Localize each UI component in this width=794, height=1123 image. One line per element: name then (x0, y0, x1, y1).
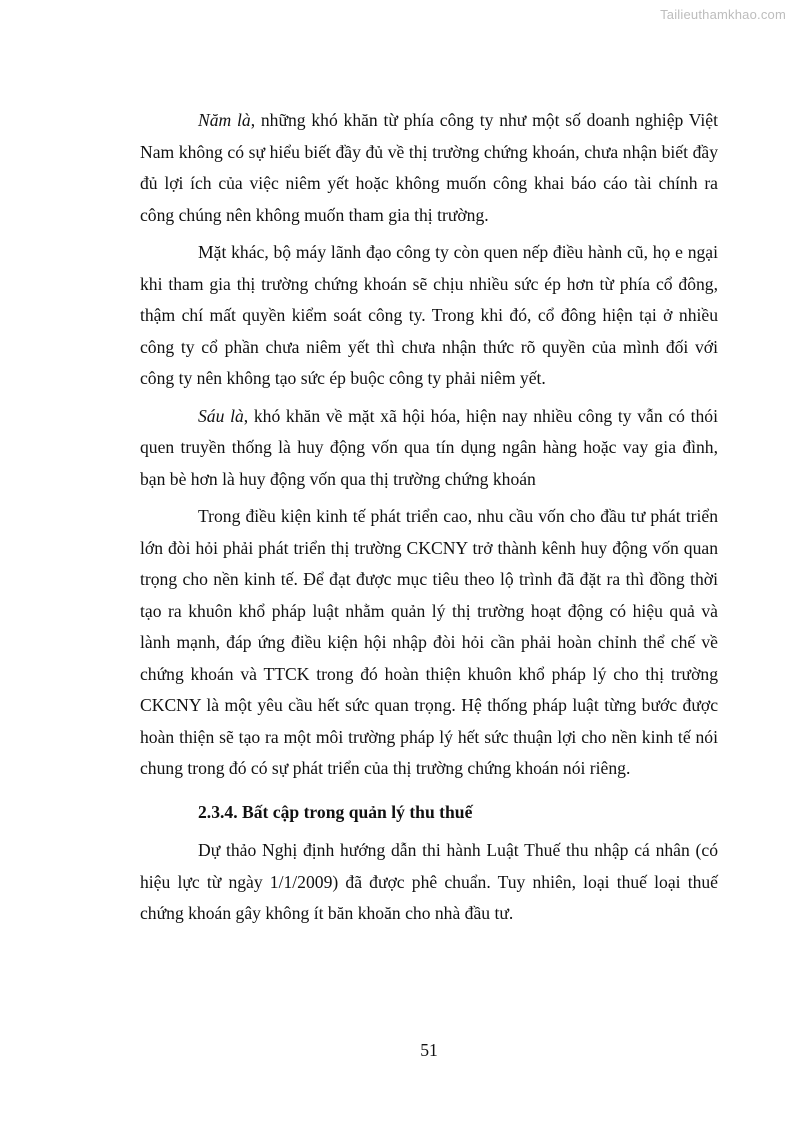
paragraph-text: , những khó khăn từ phía công ty như một số doanh nghiệp Việt Nam không có sự hiểu biết đầy đủ về thị trường chứng khoán, chưa nhận biết đầy đủ lợi ích của việc niêm yết hoặc không muốn công khai báo cáo tài chính ra công chúng nên không muốn tham gia thị trường. (140, 110, 718, 225)
paragraph-text: , khó khăn về mặt xã hội hóa, hiện nay nhiều công ty vẫn có thói quen truyền thống là huy động vốn qua tín dụng ngân hàng hoặc vay gia đình, bạn bè hơn là huy động vốn qua thị trường chứng khoán (140, 405, 718, 489)
document-body (140, 105, 718, 936)
paragraph-nam-la (140, 105, 718, 231)
paragraph-du-thao: Dự thảo Nghị định hướng dẫn thi hành Luật Thuế thu nhập cá nhân (có hiệu lực từ ngày 1/1/2009) đã được phê chuẩn. Tuy nhiên, loại thuế loại thuế chứng khoán gây không ít băn khoăn cho nhà đầu tư. (140, 840, 718, 923)
paragraph-lead-nam-la: Năm là (198, 110, 251, 130)
paragraph-trong-dieu-kien: Trong điều kiện kinh tế phát triển cao, nhu cầu vốn cho đầu tư phát triển lớn đòi hỏi phải phát triển thị trường CKCNY trở thành kênh huy động vốn quan trọng cho nền kinh tế. Để đạt được mục tiêu theo lộ trình đã đặt ra thì đồng thời tạo ra khuôn khổ pháp luật nhằm quản lý thị trường hoạt động có hiệu quả và lành mạnh, đáp ứng điều kiện hội nhập đòi hỏi cần phải hoàn chỉnh thể chế về chứng khoán và TTCK trong đó hoàn thiện khuôn khổ pháp lý cho thị trường CKCNY là một yêu cầu hết sức quan trọng. Hệ thống pháp luật từng bước được hoàn thiện sẽ tạo ra một môi trường pháp lý hết sức thuận lợi cho nền kinh tế nói chung trong đó có sự phát triển của thị trường chứng khoán nói riêng. (140, 506, 718, 778)
watermark: Tailieuthamkhao.com (660, 7, 786, 22)
paragraph-lead-sau-la: Sáu là (198, 405, 244, 426)
paragraph-sau-la (140, 401, 718, 496)
page-number: 51 (420, 1040, 438, 1060)
paragraph-mat-khac: Mặt khác, bộ máy lãnh đạo công ty còn quen nếp điều hành cũ, họ e ngại khi tham gia thị trường chứng khoán sẽ chịu nhiều sức ép hơn từ phía cổ đông, thậm chí mất quyền kiểm soát công ty. Trong khi đó, cổ đông hiện tại ở nhiều công ty cổ phần chưa niêm yết thì chưa nhận thức rõ quyền của mình đối với công ty nên không tạo sức ép buộc công ty phải niêm yết. (140, 242, 718, 388)
section-heading: 2.3.4. Bất cập trong quản lý thu thuế (198, 801, 473, 822)
